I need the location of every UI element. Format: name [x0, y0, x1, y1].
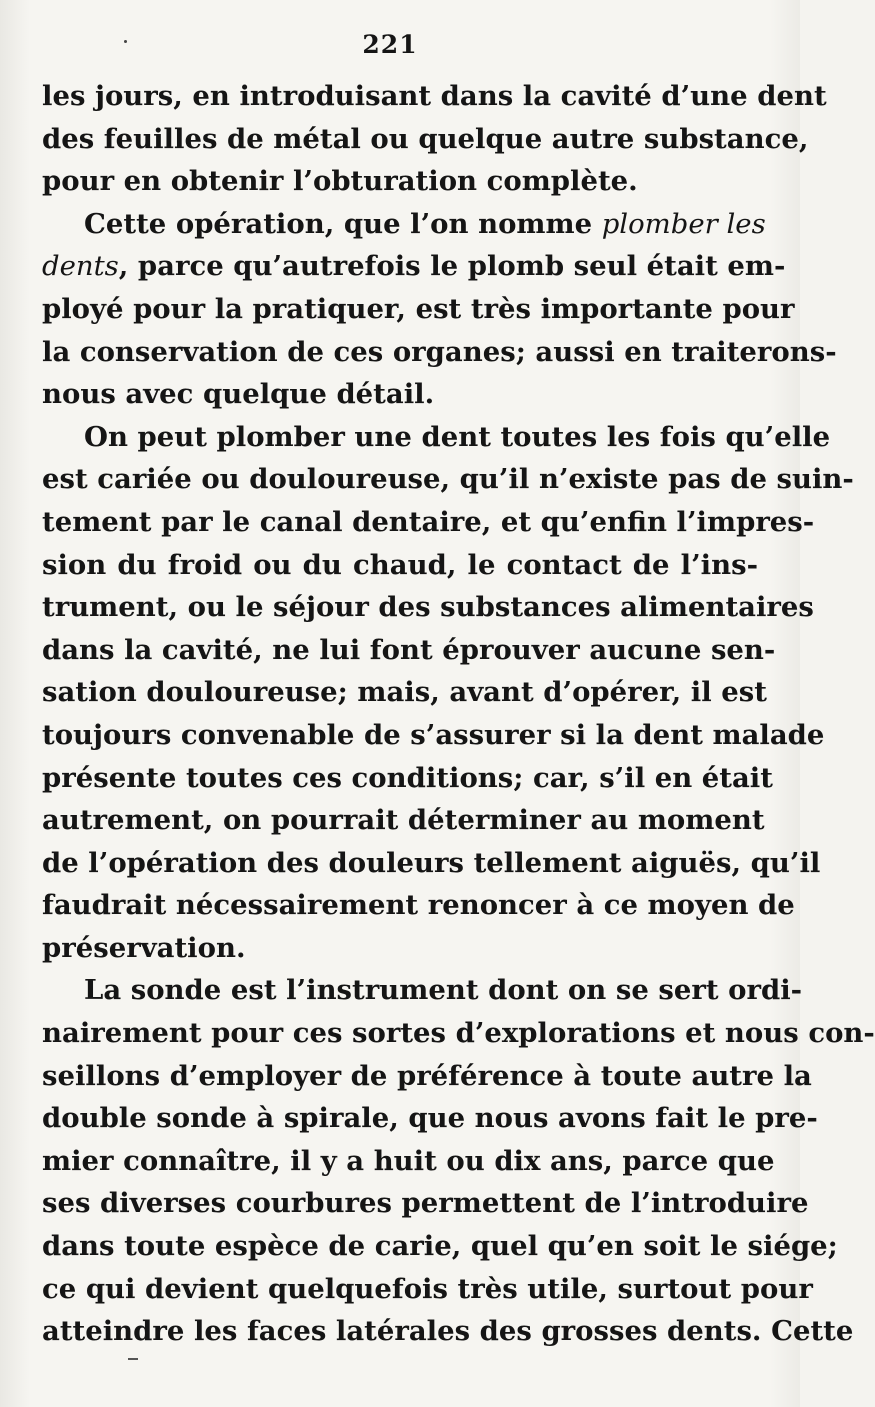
text-line-3: pour en obtenir l’obturation complète. [42, 165, 638, 198]
text-line-27: ses diverses courbures permettent de l’introduire [42, 1187, 809, 1220]
text-line-5-italic: dents [42, 250, 119, 283]
body-text [42, 75, 875, 1353]
text-line-22: La sonde est l’instrument dont on se sert ordi- [84, 974, 803, 1007]
text-line-19: de l’opération des douleurs tellement aiguës, qu’il [42, 846, 821, 879]
text-line-7: la conservation de ces organes; aussi en traiterons- [42, 335, 837, 368]
text-line-25: double sonde à spirale, que nous avons fait le pre- [42, 1102, 818, 1135]
text-line-9: On peut plomber une dent toutes les fois qu’elle [84, 420, 831, 453]
text-line-2: des feuilles de métal ou quelque autre substance, [42, 122, 809, 155]
text-line-24: seillons d’employer de préférence à toute autre la [42, 1059, 812, 1092]
text-line-21: préservation. [42, 931, 246, 964]
text-line-28: dans toute espèce de carie, quel qu’en soit le siége; [42, 1230, 838, 1263]
text-line-29: ce qui devient quelquefois très utile, surtout pour [42, 1272, 813, 1305]
text-line-6: ployé pour la pratiquer, est très importante pour [42, 292, 795, 325]
text-line-18: autrement, on pourrait déterminer au moment [42, 804, 765, 837]
text-line-13: trument, ou le séjour des substances alimentaires [42, 591, 814, 624]
text-line-17: présente toutes ces conditions; car, s’il en était [42, 761, 773, 794]
text-line-8: nous avec quelque détail. [42, 378, 435, 411]
bottom-mark [128, 1358, 138, 1360]
text-line-4-roman: Cette opération, que l’on nomme [84, 207, 593, 240]
text-line-11: tement par le canal dentaire, et qu’enfin l’impres- [42, 505, 815, 538]
page-number: 221 [362, 30, 418, 59]
text-line-5-roman: , parce qu’autrefois le plomb seul était em- [118, 250, 786, 283]
text-line-5 [42, 245, 786, 288]
text-line-26: mier connaître, il y a huit ou dix ans, parce que [42, 1144, 775, 1177]
text-line-16: toujours convenable de s’assurer si la dent malade [42, 718, 825, 751]
text-line-1: les jours, en introduisant dans la cavité d’une dent [42, 80, 827, 112]
text-line-14: dans la cavité, ne lui font éprouver aucune sen- [42, 633, 776, 666]
text-line-15: sation douloureuse; mais, avant d’opérer, il est [42, 676, 767, 709]
text-line-23: nairement pour ces sortes d’explorations et nous con- [42, 1017, 875, 1050]
text-line-4 [42, 203, 766, 246]
text-line-12: sion du froid ou du chaud, le contact de l’ins- [42, 548, 758, 581]
text-line-20: faudrait nécessairement renoncer à ce moyen de [42, 889, 795, 922]
text-line-30: atteindre les faces latérales des grosses dents. Cette [42, 1315, 854, 1348]
text-line-4-italic: plomber les [601, 207, 766, 240]
text-line-10: est cariée ou douloureuse, qu’il n’existe pas de suin- [42, 463, 854, 496]
